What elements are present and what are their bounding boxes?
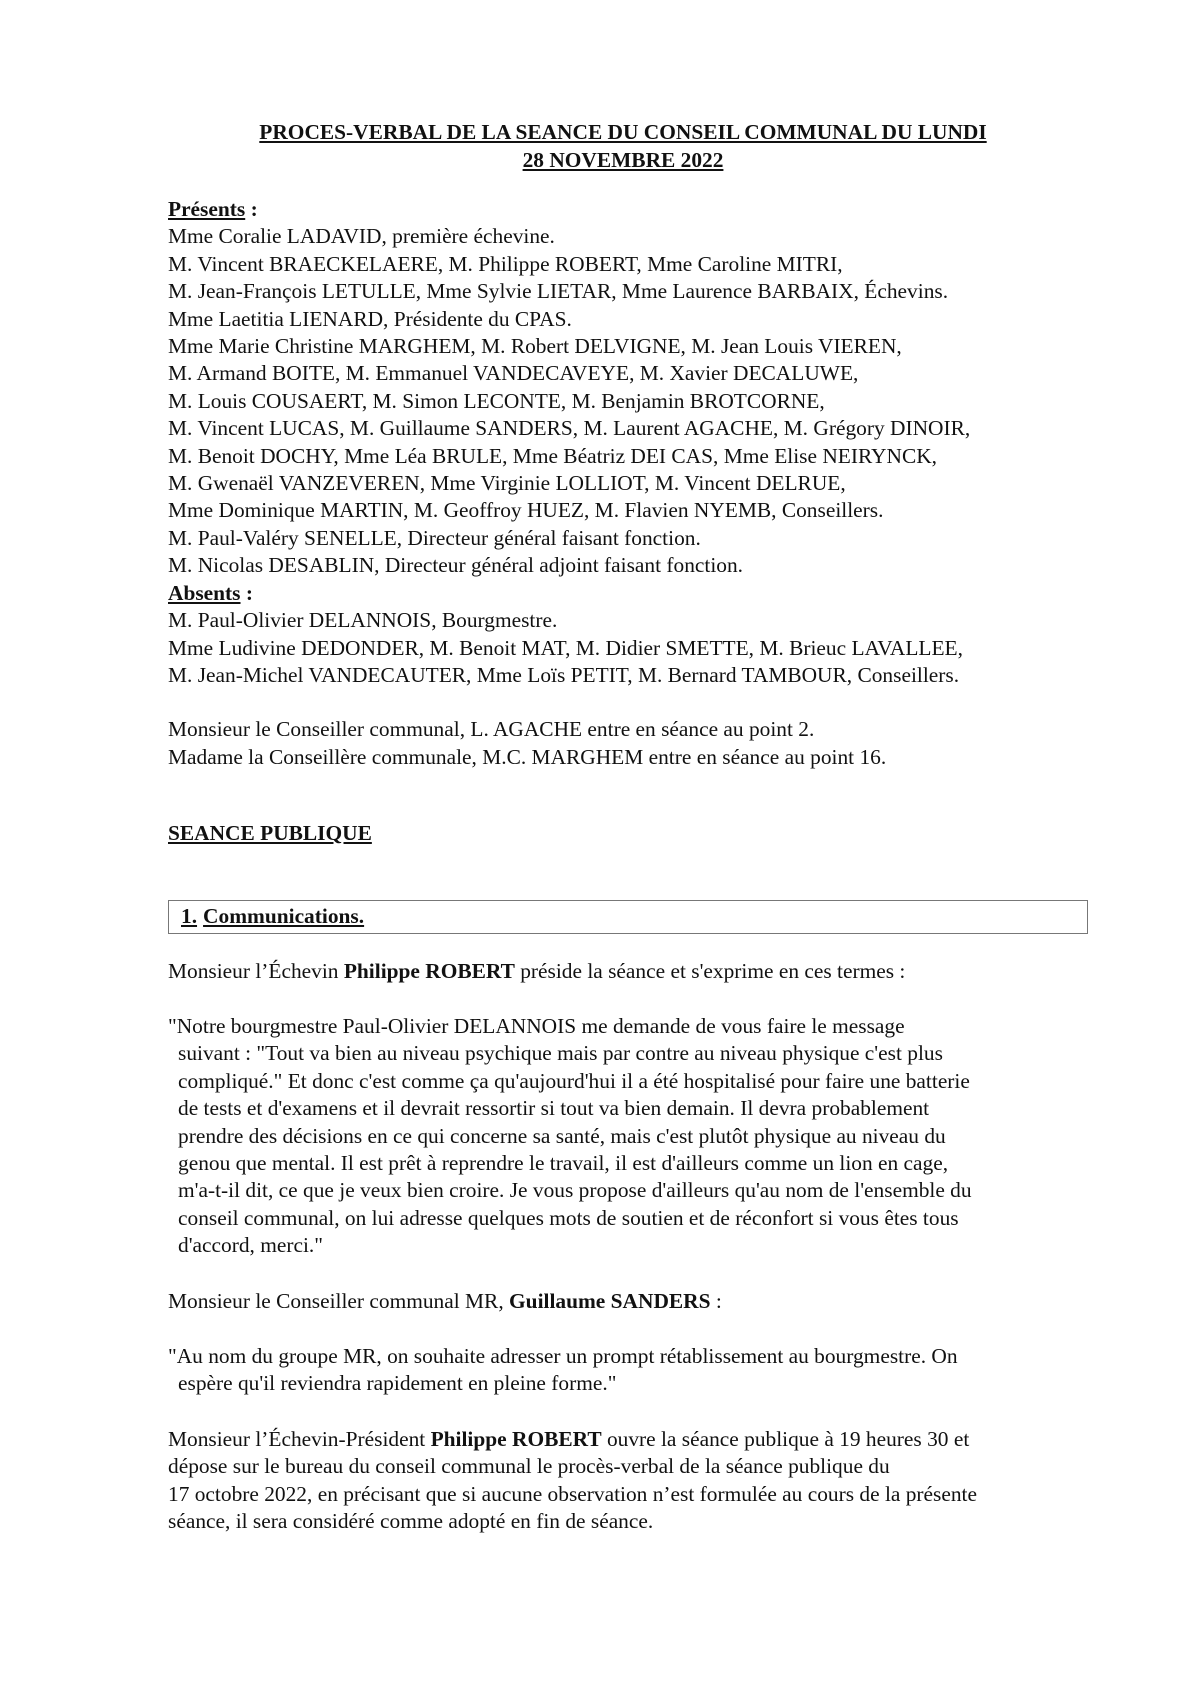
absents-block xyxy=(168,580,1078,690)
quote-line: conseil communal, on lui adresse quelques mots de soutien et de réconfort si vous êtes tous xyxy=(178,1205,959,1230)
closing-line xyxy=(168,1426,1078,1453)
quote-line: espère qu'il reviendra rapidement en pleine forme." xyxy=(178,1371,617,1396)
quote-1 xyxy=(168,1013,1078,1260)
arrival-line: Madame la Conseillère communale, M.C. MARGHEM entre en séance au point 16. xyxy=(168,744,887,769)
presents-line: Mme Dominique MARTIN, M. Geoffroy HUEZ, M. Flavien NYEMB, Conseillers. xyxy=(168,498,884,523)
speaker-name: Philippe ROBERT xyxy=(430,1426,602,1451)
arrival-line: Monsieur le Conseiller communal, L. AGACHE entre en séance au point 2. xyxy=(168,717,815,742)
closing-line: dépose sur le bureau du conseil communal le procès-verbal de la séance publique du xyxy=(168,1454,890,1479)
speaker-name: Philippe ROBERT xyxy=(343,958,515,983)
quote-line: de tests et d'examens et il devrait ressortir si tout va bien demain. Il devra probablement xyxy=(178,1096,930,1121)
quote-line: d'accord, merci." xyxy=(178,1233,324,1258)
quote-line: "Notre bourgmestre Paul-Olivier DELANNOIS me demande de vous faire le message xyxy=(168,1013,905,1038)
quote-line: "Au nom du groupe MR, on souhaite adresser un prompt rétablissement au bourgmestre. On xyxy=(168,1344,958,1368)
presents-line: Mme Marie Christine MARGHEM, M. Robert DELVIGNE, M. Jean Louis VIEREN, xyxy=(168,334,902,359)
absents-line: M. Paul-Olivier DELANNOIS, Bourgmestre. xyxy=(168,608,558,633)
presents-line: Mme Laetitia LIENARD, Présidente du CPAS. xyxy=(168,306,572,331)
title-line-1: PROCES-VERBAL DE LA SEANCE DU CONSEIL COMMUNAL DU LUNDI xyxy=(259,120,987,144)
intro-text: Monsieur le Conseiller communal MR, xyxy=(168,1288,510,1313)
absents-heading: Absents xyxy=(168,580,241,605)
agenda-item-header xyxy=(168,900,1088,934)
closing-paragraph xyxy=(168,1426,1078,1536)
section-title: SEANCE PUBLIQUE xyxy=(168,821,372,846)
agenda-item-number: 1. xyxy=(181,903,198,928)
arrivals-block xyxy=(168,716,1078,771)
title-line-2: 28 NOVEMBRE 2022 xyxy=(522,148,724,172)
document-title xyxy=(168,118,1078,174)
absents-colon: : xyxy=(240,580,253,605)
presents-heading-line xyxy=(168,196,1078,223)
closing-text: ouvre la séance publique à 19 heures 30 et xyxy=(601,1426,970,1451)
intro-text: Monsieur l’Échevin xyxy=(168,958,344,983)
agenda-item-label: Communications. xyxy=(203,903,365,928)
presents-line: M. Armand BOITE, M. Emmanuel VANDECAVEYE, M. Xavier DECALUWE, xyxy=(168,361,859,386)
closing-line: séance, il sera considéré comme adopté en fin de séance. xyxy=(168,1509,654,1534)
presents-line: M. Vincent BRAECKELAERE, M. Philippe ROBERT, Mme Caroline MITRI, xyxy=(168,251,843,276)
quote-line: m'a-t-il dit, ce que je veux bien croire. Je vous propose d'ailleurs qu'au nom de l'ensemble du xyxy=(178,1178,972,1203)
intro-text: préside la séance et s'exprime en ces termes : xyxy=(514,958,906,983)
closing-line: 17 octobre 2022, en précisant que si aucune observation n’est formulée au cours de la présente xyxy=(168,1481,977,1506)
closing-text: Monsieur l’Échevin-Président xyxy=(168,1426,431,1451)
absents-line: Mme Ludivine DEDONDER, M. Benoit MAT, M. Didier SMETTE, M. Brieuc LAVALLEE, xyxy=(168,635,963,660)
presents-line: Mme Coralie LADAVID, première échevine. xyxy=(168,224,555,249)
quote-2 xyxy=(168,1343,1078,1398)
quote-line: genou que mental. Il est prêt à reprendre le travail, il est d'ailleurs comme un lion en cage, xyxy=(178,1150,949,1175)
presents-line: M. Gwenaël VANZEVEREN, Mme Virginie LOLLIOT, M. Vincent DELRUE, xyxy=(168,471,846,496)
intro-text: : xyxy=(710,1288,722,1313)
quote-line: suivant : "Tout va bien au niveau psychique mais par contre au niveau physique c'est plus xyxy=(178,1041,943,1066)
speaker-intro-1 xyxy=(168,958,1078,985)
presents-line: M. Nicolas DESABLIN, Directeur général adjoint faisant fonction. xyxy=(168,553,744,578)
speaker-name: Guillaume SANDERS xyxy=(509,1288,711,1313)
presents-line: M. Paul-Valéry SENELLE, Directeur général faisant fonction. xyxy=(168,525,701,550)
presents-heading: Présents xyxy=(168,197,246,221)
quote-line: prendre des décisions en ce qui concerne sa santé, mais c'est plutôt physique au niveau du xyxy=(178,1123,946,1148)
presents-line: M. Louis COUSAERT, M. Simon LECONTE, M. Benjamin BROTCORNE, xyxy=(168,388,825,413)
presents-line: M. Benoit DOCHY, Mme Léa BRULE, Mme Béatriz DEI CAS, Mme Elise NEIRYNCK, xyxy=(168,443,938,468)
presents-line: M. Vincent LUCAS, M. Guillaume SANDERS, M. Laurent AGACHE, M. Grégory DINOIR, xyxy=(168,416,971,441)
spacer xyxy=(168,689,1078,716)
presents-colon: : xyxy=(245,197,258,221)
presents-block xyxy=(168,196,1078,580)
absents-line: M. Jean-Michel VANDECAUTER, Mme Loïs PETIT, M. Bernard TAMBOUR, Conseillers. xyxy=(168,662,960,687)
quote-line: compliqué." Et donc c'est comme ça qu'aujourd'hui il a été hospitalisé pour faire une batterie xyxy=(178,1068,970,1093)
absents-heading-line xyxy=(168,580,1078,607)
presents-line: M. Jean-François LETULLE, Mme Sylvie LIETAR, Mme Laurence BARBAIX, Échevins. xyxy=(168,279,949,304)
document-page xyxy=(168,118,1078,1535)
speaker-intro-2 xyxy=(168,1288,1078,1315)
